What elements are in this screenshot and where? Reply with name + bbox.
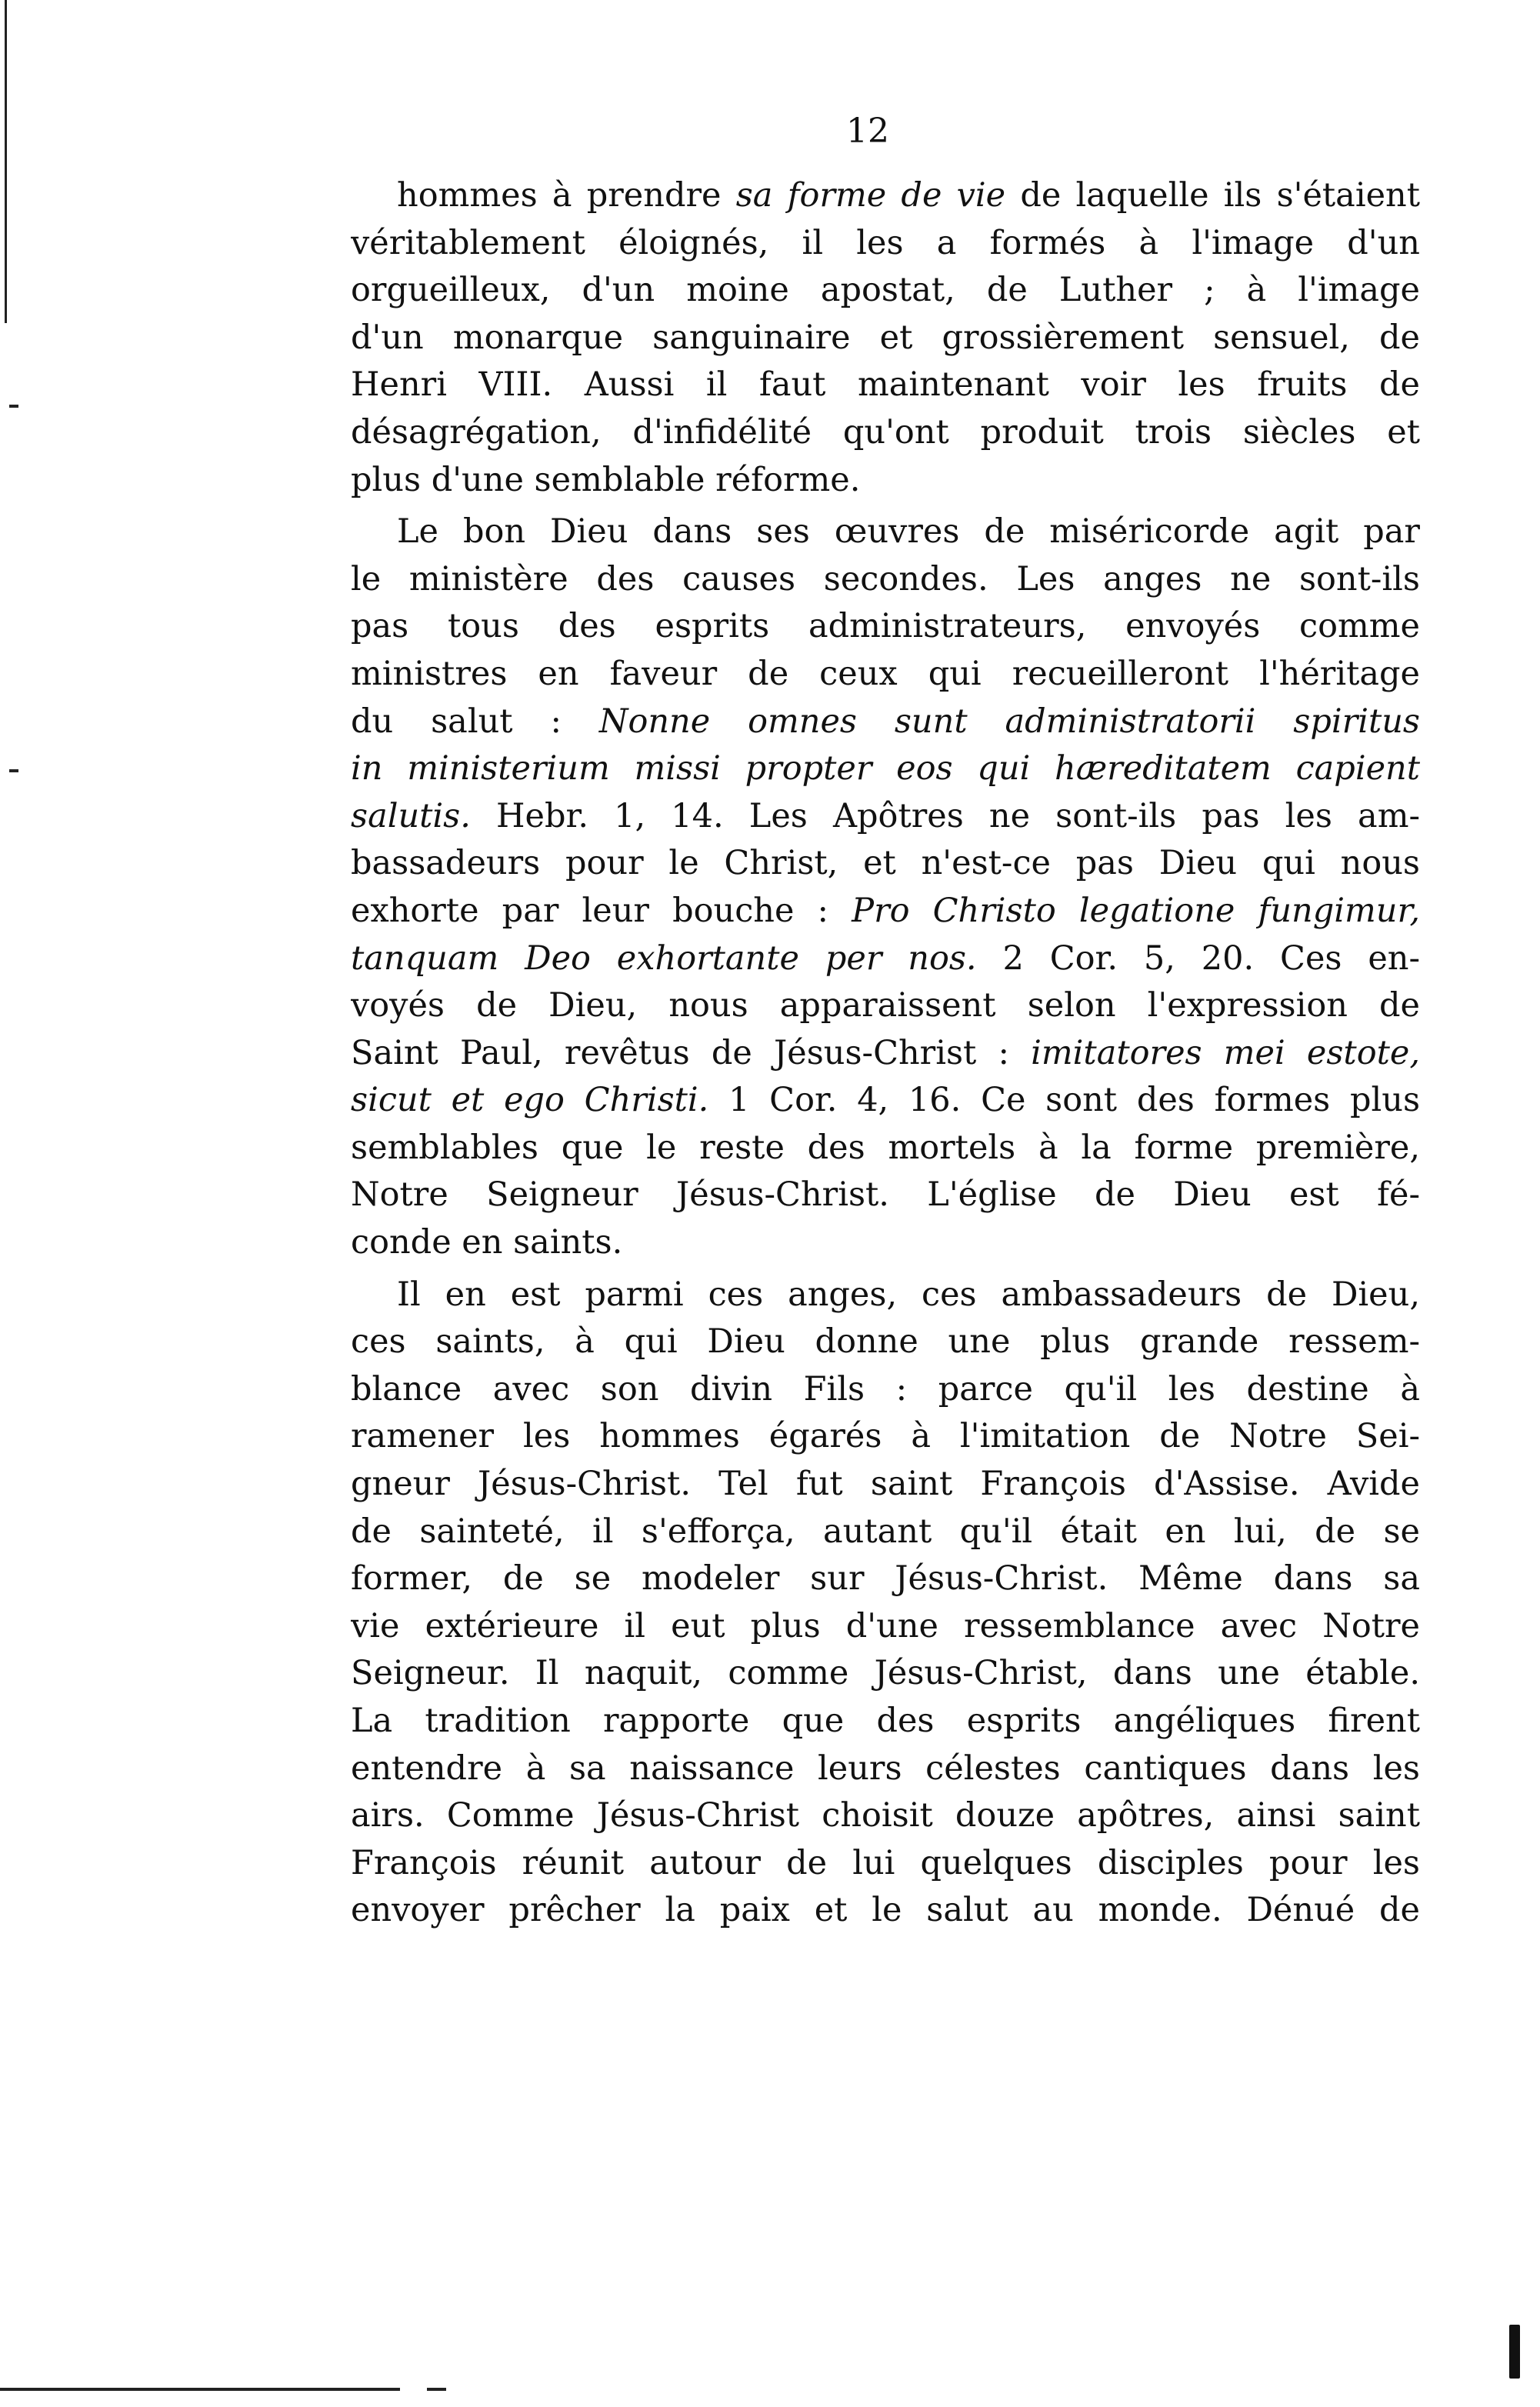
text-segment: Hebr. 1, 14. Les Apôtres ne sont-ils pas les am- [470,796,1420,835]
text-line [351,840,1420,888]
page-edge-rule [5,0,7,323]
text-segment: vie extérieure il eut plus d'une ressemblance avec Notre [351,1606,1420,1645]
text-line [351,1219,1420,1267]
text-line [351,220,1420,268]
text-segment: véritablement éloignés, il les a formés à l'image d'un [351,223,1420,262]
latin-quotation: Pro Christo legatione fungimur, [852,891,1420,930]
paragraph [351,508,1420,1267]
text-segment: orgueilleux, d'un moine apostat, de Luther ; à l'image [351,271,1420,310]
text-segment: entendre à sa naissance leurs célestes cantiques dans les [351,1749,1420,1788]
text-line [351,698,1420,746]
text-line [351,267,1420,315]
text-segment: désagrégation, d'infidélité qu'ont produit trois siècles et [351,412,1420,452]
corner-mark [1509,2325,1520,2379]
text-line [351,1077,1420,1125]
text-segment: plus d'une semblable réforme. [351,460,861,499]
text-line [351,1887,1420,1935]
text-segment: pas tous des esprits administrateurs, envoyés comme [351,607,1420,646]
text-segment: ramener les hommes égarés à l'imitation de Notre Sei- [351,1417,1420,1456]
text-line [351,1030,1420,1078]
latin-quotation: Nonne omnes sunt administratorii spiritus [598,702,1420,741]
text-segment: voyés de Dieu, nous apparaissent selon l'expression de [351,986,1420,1025]
text-segment: Notre Seigneur Jésus-Christ. L'église de Dieu est fé- [351,1175,1420,1215]
margin-mark [9,769,18,772]
text-segment: Henri VIII. Aussi il faut maintenant voir les fruits de [351,365,1420,405]
text-line [351,1745,1420,1793]
text-line [351,1840,1420,1888]
text-line [351,1461,1420,1509]
text-line [351,888,1420,935]
bottom-rule-fragment [427,2388,446,2391]
latin-quotation: sicut et ego Christi. [351,1081,709,1120]
text-segment: airs. Comme Jésus-Christ choisit douze apôtres, ainsi saint [351,1796,1420,1835]
text-line [351,362,1420,409]
text-line [351,315,1420,362]
text-line [351,1555,1420,1603]
text-line [351,409,1420,457]
text-segment: exhorte par leur bouche : [351,891,852,930]
text-segment: Seigneur. Il naquit, comme Jésus-Christ, dans une étable. [351,1654,1420,1693]
text-segment: conde en saints. [351,1223,623,1262]
text-line [351,556,1420,604]
text-segment: blance avec son divin Fils : parce qu'il les destine à [351,1369,1420,1409]
page-number: 12 [846,112,889,151]
text-segment: ces saints, à qui Dieu donne une plus grande ressem- [351,1322,1420,1362]
text-segment: ministres en faveur de ceux qui recueilleront l'héritage [351,654,1420,693]
text-line [351,935,1420,983]
text-line [351,1172,1420,1219]
text-line [351,1125,1420,1172]
text-segment: La tradition rapporte que des esprits angéliques firent [351,1702,1420,1740]
text-line [351,793,1420,841]
text-segment: Le bon Dieu dans ses œuvres de miséricorde agit par [397,512,1420,552]
text-line [351,1698,1420,1745]
margin-mark [9,405,18,408]
text-segment: Il en est parmi ces anges, ces ambassadeurs de Dieu, [397,1275,1420,1314]
text-line [351,1366,1420,1414]
paragraph [351,172,1420,504]
text-segment: gneur Jésus-Christ. Tel fut saint François d'Assise. Avide [351,1465,1420,1504]
paragraph [351,1272,1420,1935]
text-segment: d'un monarque sanguinaire et grossièrement sensuel, de [351,318,1420,357]
text-line [351,457,1420,505]
text-segment: bassadeurs pour le Christ, et n'est-ce pas Dieu qui nous [351,844,1420,883]
text-line [351,1603,1420,1651]
text-segment: 1 Cor. 4, 16. Ce sont des formes plus [708,1081,1420,1120]
text-line [351,651,1420,698]
text-segment: de laquelle ils s'étaient [1005,176,1420,215]
text-line [351,1650,1420,1698]
latin-quotation: sa forme de vie [735,176,1006,215]
text-line [351,603,1420,651]
text-segment: former, de se modeler sur Jésus-Christ. Même dans sa [351,1559,1420,1599]
text-segment: François réunit autour de lui quelques disciples pour les [351,1843,1420,1882]
text-segment: du salut : [351,702,599,741]
text-line [351,1509,1420,1556]
text-line [351,508,1420,556]
text-segment: 2 Cor. 5, 20. Ces en- [976,938,1420,978]
body-text [351,172,1420,1935]
text-line [351,1272,1420,1319]
text-line [351,745,1420,793]
text-segment: de sainteté, il s'efforça, autant qu'il était en lui, de se [351,1512,1420,1551]
text-segment: envoyer prêcher la paix et le salut au monde. Dénué de [351,1891,1420,1930]
bottom-rule [0,2388,400,2391]
latin-quotation: salutis. [351,796,471,835]
text-segment: le ministère des causes secondes. Les anges ne sont-ils [351,559,1420,598]
text-line [351,1792,1420,1840]
latin-quotation: imitatores mei estote, [1031,1033,1420,1072]
text-segment: Saint Paul, revêtus de Jésus-Christ : [351,1033,1032,1072]
text-line [351,1413,1420,1461]
text-segment: hommes à prendre [397,176,736,215]
text-line [351,982,1420,1030]
text-segment: semblables que le reste des mortels à la forme première, [351,1128,1420,1167]
latin-quotation: tanquam Deo exhortante per nos. [351,938,977,978]
text-line [351,172,1420,220]
latin-quotation: in ministerium missi propter eos qui hæreditatem capient [351,749,1420,788]
text-line [351,1319,1420,1366]
